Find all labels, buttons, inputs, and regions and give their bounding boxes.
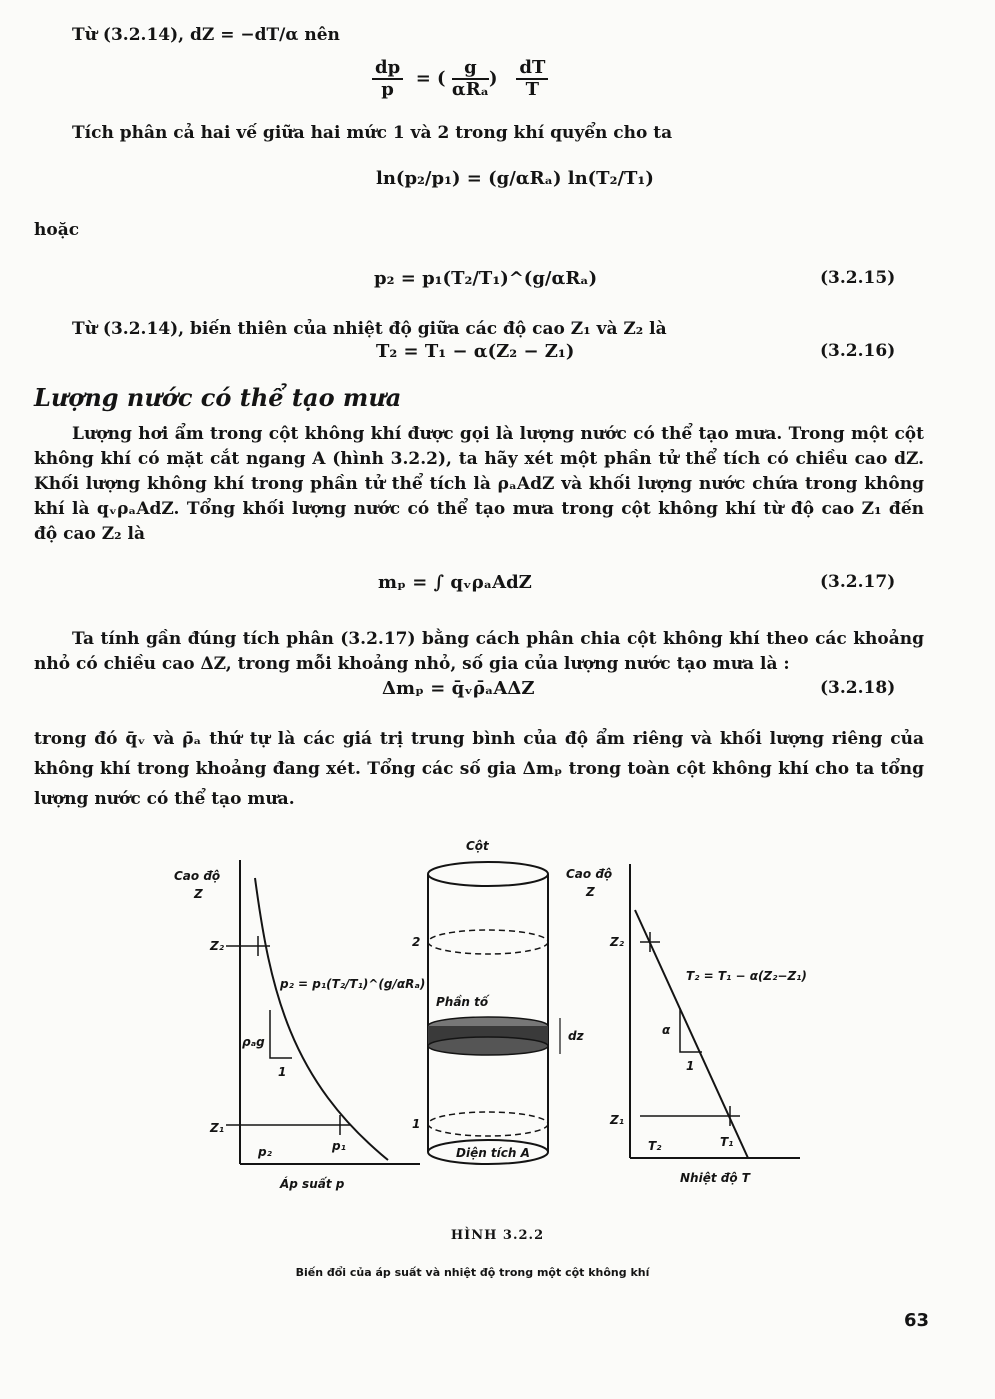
right-ylabel-z: Z [586,885,595,899]
p2-label: p₂ [258,1145,272,1159]
t2-label: T₂ [648,1139,662,1153]
equation-number-3-2-18: (3.2.18) [820,678,896,698]
rho-g-label: ρₐg [242,1035,265,1049]
paragraph-2: Ta tính gần đúng tích phân (3.2.17) bằng cách phân chia cột không khí theo các khoảng nhỏ có chiều cao ΔZ, trong mỗi khoảng nhỏ, số gia của lượng nước tạo mưa là : [34,629,924,674]
left-one-label: 1 [278,1065,287,1079]
equation-number-3-2-17: (3.2.17) [820,572,896,592]
right-one-label: 1 [686,1059,695,1073]
element-label: Phần tố [436,995,489,1009]
pressure-curve [255,878,388,1160]
left-ylabel: Cao độ [174,869,221,883]
air-column [412,839,585,1164]
p1-label: p₁ [332,1139,346,1153]
slope-triangle-left [270,1010,292,1058]
alpha-label: α [662,1023,671,1037]
temperature-graph [566,864,807,1185]
paragraph-1: Lượng hơi ẩm trong cột không khí được gọi là lượng nước có thể tạo mưa. Trong một cột không khí có mặt cắt ngang A (hình 3.2.2), ta hãy xét một phần tử thể tích có chiều cao dZ. Khối lượng không khí trong phần tử thể tích là ρₐAdZ và khối lượng nước chứa trong không khí là qᵥρₐAdZ. Tổng khối lượng nước có thể tạo mưa trong cột không khí từ độ cao Z₁ đến độ cao Z₂ là [34,424,924,544]
equation-3-2-18: Δmₚ = q̄ᵥρ̄ₐAΔZ [382,678,535,699]
eq-aRa: αRₐ [451,79,490,100]
eq-T: T [525,79,540,100]
column-title: Cột [466,839,489,853]
text-line-2: Tích phân cả hai vế giữa hai mức 1 và 2 trong khí quyển cho ta [72,123,673,143]
eq-dT: dT [516,58,548,80]
level-1-ellipse [428,1112,548,1136]
figure-caption: Biến đổi của áp suất và nhiệt độ trong một cột không khí [295,1266,650,1279]
equation-3-2-16: T₂ = T₁ − α(Z₂ − Z₁) [376,341,575,362]
pressure-formula: p₂ = p₁(T₂/T₁)^(g/αRₐ) [280,977,426,991]
level-2-ellipse [428,930,548,954]
section-heading: Lượng nước có thể tạo mưa [34,383,402,412]
eq-p: p [381,79,394,100]
right-z2-label: Z₂ [610,935,624,949]
column-level-2: 2 [412,935,421,949]
left-z2-label: Z₂ [210,939,224,953]
right-xlabel: Nhiệt độ T [680,1171,750,1185]
text-line-3: hoặc [34,220,80,240]
text-line-4: Từ (3.2.14), biến thiên của nhiệt độ giữa các độ cao Z₁ và Z₂ là [72,319,667,339]
equation-number-3-2-16: (3.2.16) [820,341,896,361]
left-ylabel-z: Z [194,887,203,901]
paragraph-3: trong đó q̄ᵥ và ρ̄ₐ thứ tự là các giá trị trung bình của độ ẩm riêng và khối lượng riêng của không khí trong khoảng đang xét. Tổng các số gia Δmₚ trong toàn cột không khí cho ta tổng lượng nước có thể tạo mưa. [34,729,924,809]
right-z1-label: Z₁ [610,1113,624,1127]
figure-3-2-2 [160,830,820,1210]
eq-g: g [452,58,489,80]
dz-label: dz [568,1029,584,1043]
t1-label: T₁ [720,1135,734,1149]
pressure-graph [174,860,425,1191]
eq-dp: dp [372,58,403,80]
page-number: 63 [904,1310,930,1331]
equation-number-3-2-15: (3.2.15) [820,268,896,288]
figure-title: HÌNH 3.2.2 [450,1228,545,1243]
left-xlabel: Áp suất p [280,1177,345,1191]
column-top [428,862,548,886]
column-level-1: 1 [412,1117,421,1131]
text-line-1: Từ (3.2.14), dZ = −dT/α nên [72,25,340,45]
equation-3-2-15: p₂ = p₁(T₂/T₁)^(g/αRₐ) [374,268,598,289]
equation-dp-p: $\frac{dp}{p}$ = ( $\frac{g}{\text{αRₐ}}$ ) $\frac{dT}{T}$ [372,58,548,100]
equation-3-2-17: mₚ = ∫ qᵥρₐAdZ [378,572,532,593]
right-ylabel: Cao độ [566,867,613,881]
left-z1-label: Z₁ [210,1121,224,1135]
equation-ln: ln(p₂/p₁) = (g/αRₐ) ln(T₂/T₁) [376,168,654,189]
base-area-label: Diện tích A [456,1146,530,1160]
temperature-line [635,910,748,1158]
temperature-formula: T₂ = T₁ − α(Z₂−Z₁) [686,969,807,983]
